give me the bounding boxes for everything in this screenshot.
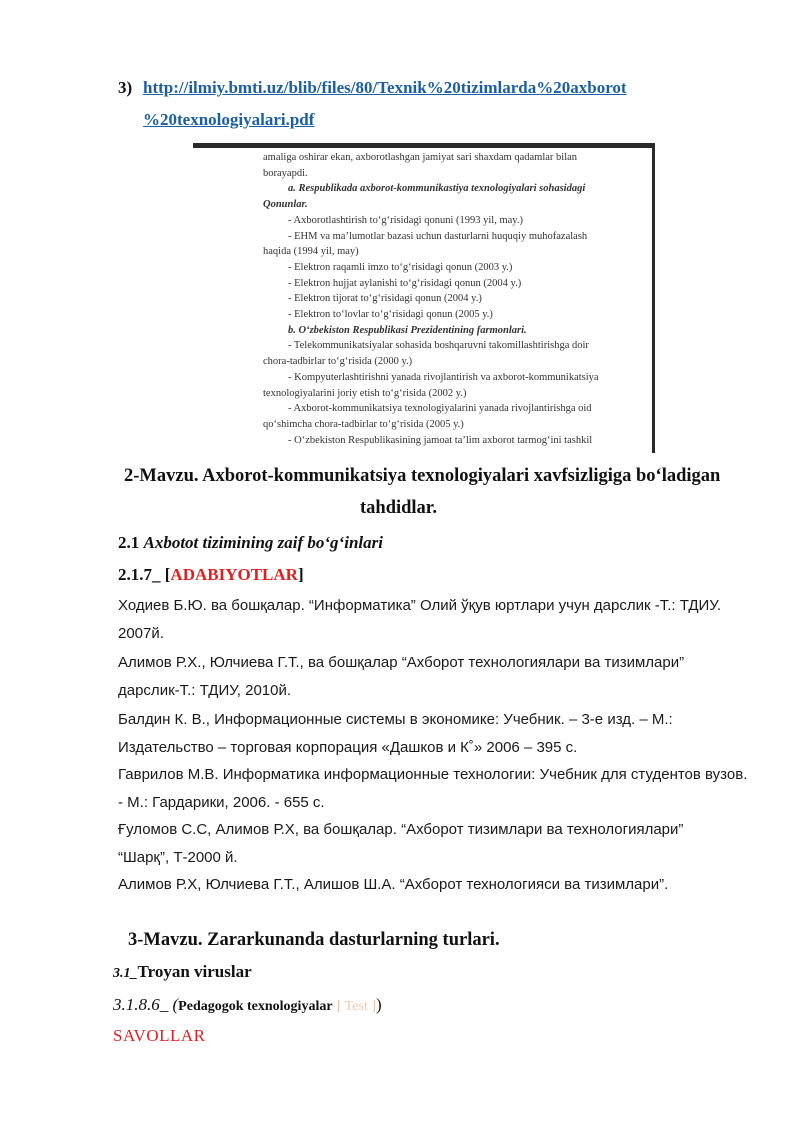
item-prefix: 3.1.8.6_ ( [113, 995, 179, 1014]
scan-text-line: - Elektron hujjat aylanishi to‘g‘risidagi qonun (2004 y.) [288, 277, 522, 289]
scan-text-line: - Axborot-kommunikatsiya texnologiyalarini yanada rivojlantirishga oid [288, 403, 592, 415]
reference-line: Гаврилов М.В. Информатика информационные технологии: Учебник для студентов вузов. [118, 766, 748, 783]
savollar-label: SAVOLLAR [113, 1026, 206, 1045]
subsection-number: 2.1 [118, 533, 140, 552]
scan-text-line: a. Respublikada axborot-kommunikastiya texnologiyalari sohasidagi [288, 183, 586, 195]
scan-text-line: - Telekommunikatsiyalar sohasida boshqaruvni takomillashtirishga doir [288, 340, 589, 352]
item-faint-tag: [ Test ] [336, 999, 377, 1014]
reference-line: Алимов Р.Х., Юлчиева Г.Т., ва бошқалар “Ахборот технологиялари ва тизимлари” [118, 654, 685, 671]
reference-line: Ғуломов С.С, Алимов Р.Х, ва бошқалар. “Ахборот тизимлари ва технологиялари” [118, 821, 684, 838]
reference-line: Алимов Р.Х, Юлчиева Г.Т., Алишов Ш.А. “Ахборот технологияси ва тизимлари”. [118, 876, 669, 893]
subsection-title: Axbotot tizimining zaif bo‘g‘inlari [143, 533, 383, 552]
section2-title-line2: tahdidlar. [360, 498, 437, 518]
reference-line: Издательство – торговая корпорация «Дашков и К˚» 2006 – 395 с. [118, 739, 578, 756]
references-label: ADABIYOTLAR [170, 565, 298, 584]
scan-text-line: texnologiyalarini joriy etish to‘g‘risida (2002 y.) [263, 387, 467, 399]
scan-text-line: - Elektron raqamli imzo to‘g‘risidagi qonun (2003 y.) [288, 261, 513, 273]
reference-line: Ходиев Б.Ю. ва бошқалар. “Информатика” Олий ўқув юртлари учун дарслик -Т.: ТДИУ. [118, 597, 722, 614]
scan-text-line: b. O‘zbekiston Respublikasi Prezidentining farmonlari. [288, 324, 527, 336]
scan-text-line: borayapdi. [263, 167, 308, 179]
scan-text-line: chora-tadbirlar to‘g‘risida (2000 y.) [263, 356, 413, 368]
reference-line: - М.: Гардарики, 2006. - 655 с. [118, 794, 325, 811]
reference-line: 2007й. [118, 625, 164, 642]
scan-text-line: haqida (1994 yil, may) [263, 246, 359, 258]
scan-text-line: - Kompyuterlashtirishni yanada rivojlantirish va axborot-kommunikatsiya [288, 371, 599, 383]
subsection-number: 3.1_ [113, 966, 138, 981]
subsection-3-1 [113, 962, 252, 982]
subsection-title: Troyan viruslar [137, 962, 252, 981]
link-number: 3) [118, 78, 133, 97]
scan-text-line: amaliga oshirar ekan, axborotlashgan jamiyat sari shaxdam qadamlar bilan [263, 152, 578, 163]
references-suffix: ] [297, 565, 304, 584]
item-suffix: ) [376, 995, 382, 1014]
reference-line: дарслик-Т.: ТДИУ, 2010й. [118, 682, 292, 699]
scan-text-line: Qonunlar. [263, 199, 308, 211]
references-heading [118, 565, 304, 585]
item-label: Pedagogok texnologiyalar [178, 999, 333, 1014]
section3-title: 3-Mavzu. Zararkunanda dasturlarning turlari. [128, 930, 500, 950]
scan-text-line: - Elektron tijorat to‘g‘risidagi qonun (2004 y.) [288, 293, 482, 305]
references-prefix: 2.1.7_ [ [118, 565, 171, 584]
section2-title-line1: 2-Mavzu. Axborot-kommunikatsiya texnologiyalari xavfsizligiga bo‘ladigan [124, 466, 721, 486]
scan-text-line: - Elektron to‘lovlar to‘g‘risidagi qonun (2005 y.) [288, 309, 493, 320]
subsection-2-1 [118, 533, 383, 553]
scan-text-line: - Axborotlashtirish to‘g‘risidagi qonuni (1993 yil, may.) [288, 214, 523, 226]
reference-line: Балдин К. В., Информационные системы в экономике: Учебник. – 3-е изд. – М.: [118, 711, 673, 728]
pdf-link-line1[interactable]: http://ilmiy.bmti.uz/blib/files/80/Texnik%20tizimlarda%20axborot [143, 78, 627, 97]
scan-text-line: qo‘shimcha chora-tadbirlar to‘g‘risida (2005 y.) [263, 418, 464, 430]
item-3-1-8-6 [113, 995, 382, 1015]
scanned-page-image [193, 143, 655, 453]
pdf-link-line2[interactable]: %20texnologiyalari.pdf [143, 110, 315, 129]
reference-line: “Шарқ”, Т-2000 й. [118, 849, 238, 866]
scan-text-line: - EHM va ma’lumotlar bazasi uchun dasturlarni huquqiy muhofazalash [288, 230, 588, 242]
scan-text-line: - O‘zbekiston Respublikasining jamoat ta’lim axborot tarmog‘ini tashkil [288, 434, 593, 446]
